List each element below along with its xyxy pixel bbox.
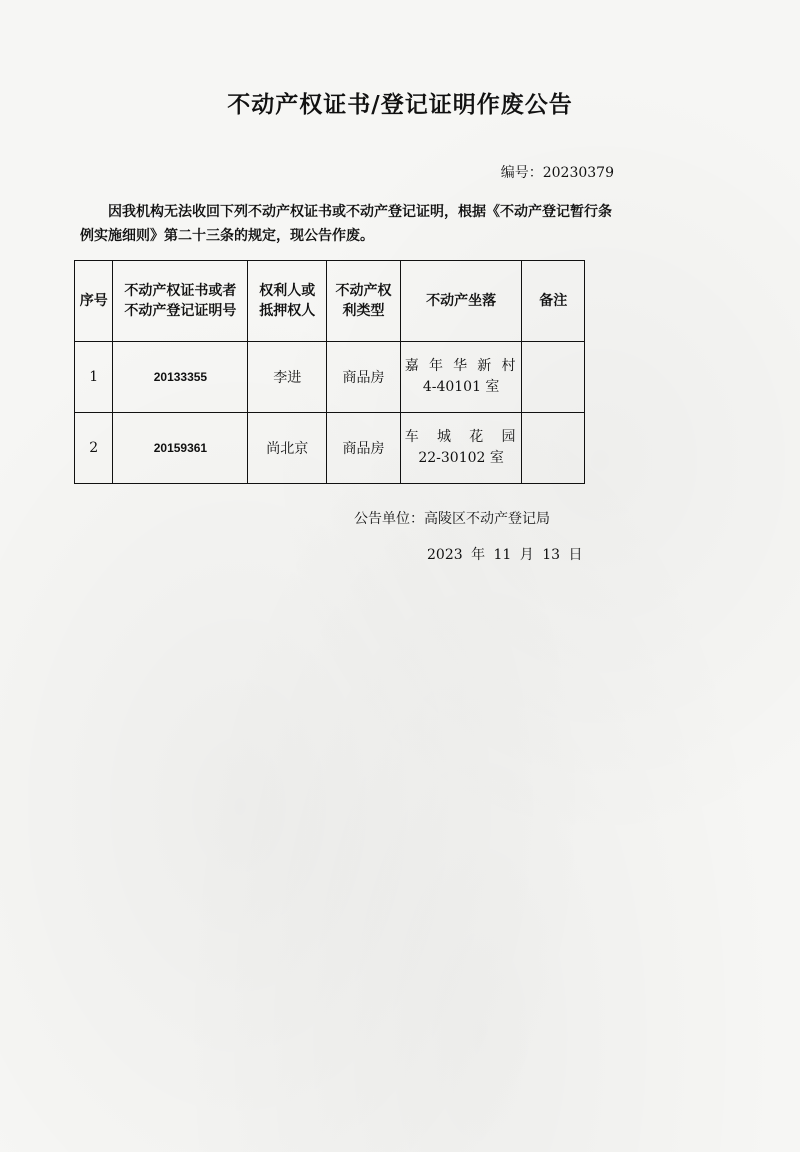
- document-title: 不动产权证书/登记证明作废公告: [227, 91, 573, 118]
- header-location: 不动产坐落: [400, 261, 522, 342]
- cell-seq: 2: [75, 413, 113, 484]
- header-seq: 序号: [75, 261, 113, 342]
- cell-cert-number: 20159361: [113, 413, 248, 484]
- cell-holder: 尚北京: [248, 413, 327, 484]
- location-line1: 嘉年华新村: [404, 358, 518, 374]
- cell-seq: 1: [75, 342, 113, 413]
- table-row: [75, 413, 585, 484]
- location-line1: 车城花园: [404, 429, 518, 445]
- cell-remark: [522, 413, 585, 484]
- header-right-type: 不动产权利类型: [327, 261, 401, 342]
- header-remark: 备注: [522, 261, 585, 342]
- header-holder: 权利人或抵押权人: [248, 261, 327, 342]
- location-line2: 4-40101 室: [422, 379, 500, 395]
- document-number: 编号：20230379: [500, 165, 614, 181]
- cell-right-type: 商品房: [327, 413, 401, 484]
- location-line2: 22-30102 室: [418, 450, 504, 466]
- cell-remark: [522, 342, 585, 413]
- void-certificates-table: [74, 260, 585, 484]
- issuing-authority: 公告单位：高陵区不动产登记局: [354, 511, 550, 527]
- cell-right-type: 商品房: [327, 342, 401, 413]
- table-row: [75, 342, 585, 413]
- header-cert-number: 不动产权证书或者不动产登记证明号: [113, 261, 248, 342]
- cell-location: [400, 413, 522, 484]
- table-header-row: [75, 261, 585, 342]
- cell-holder: 李进: [248, 342, 327, 413]
- cell-location: [400, 342, 522, 413]
- issue-date: 2023 年 11 月 13 日: [427, 547, 583, 563]
- intro-paragraph: 因我机构无法收回下列不动产权证书或不动产登记证明，根据《不动产登记暂行条例实施细则》第二十三条的规定，现公告作废。: [80, 204, 612, 244]
- cell-cert-number: 20133355: [113, 342, 248, 413]
